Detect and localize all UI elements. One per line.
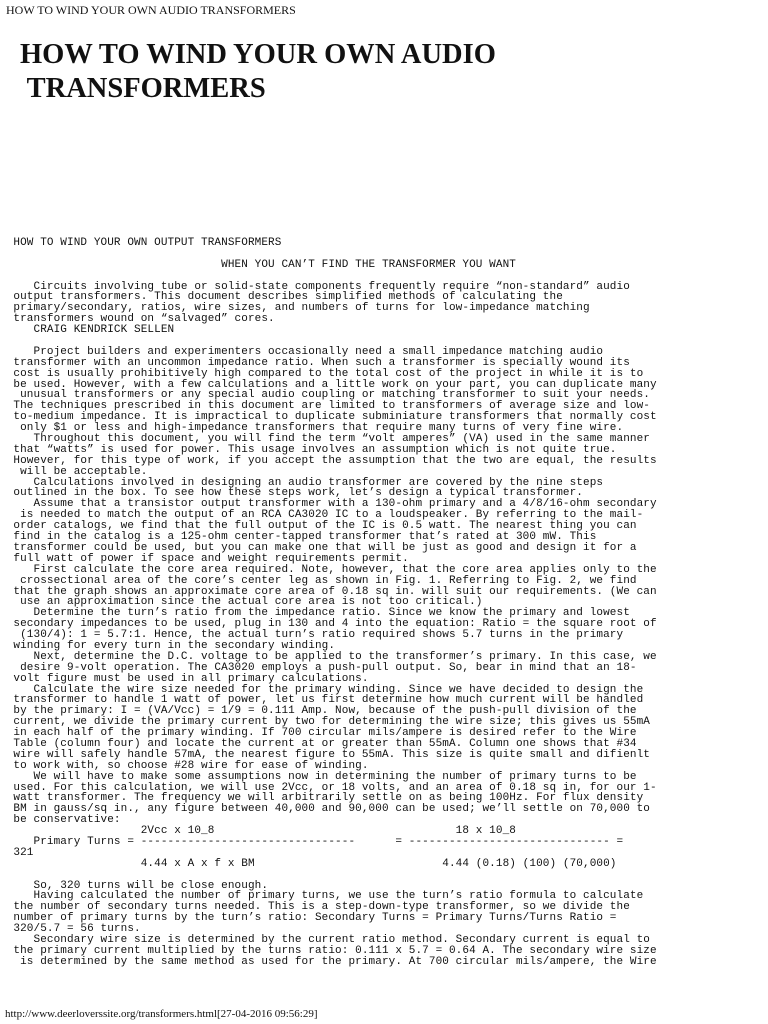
text-line: transformer could be used, but you can make one that will be just as good and design it for a xyxy=(0,541,637,554)
text-line: use an approximation since the actual core area is not too critical.) xyxy=(0,596,483,609)
text-line: outlined in the box. To see how these steps work, let’s design a typical transformer. xyxy=(0,487,583,500)
text-line: We will have to make some assumptions now in determining the number of primary turns to be xyxy=(0,770,637,783)
text-line: Next, determine the D.C. voltage to be applied to the transformer’s primary. In this case, we xyxy=(0,650,657,663)
text-line: WHEN YOU CAN’T FIND THE TRANSFORMER YOU WANT xyxy=(0,258,516,271)
text-line: Table (column four) and locate the current at or greater than 55mA. Column one shows that #34 xyxy=(0,737,637,750)
text-line: unusual transformers or any special audio coupling or matching transformer to suit your needs. xyxy=(0,389,651,402)
text-line: 2Vcc x 10_8 18 x 10_8 xyxy=(0,825,516,838)
text-line xyxy=(0,271,768,282)
text-line: 321 xyxy=(0,846,34,859)
text-line: only $1 or less and high-impedance transformers that require many turns of very fine wire. xyxy=(0,422,624,435)
text-line: transformer to handle 1 watt of power, let us first determine how much current will be handled xyxy=(0,694,644,707)
article-body xyxy=(0,238,768,968)
text-line: (130/4): 1 = 5.7:1. Hence, the actual turn’s ratio required shows 5.7 turns in the primary xyxy=(0,629,624,642)
text-line: Assume that a transistor output transformer with a 130-ohm primary and a 4/8/16-ohm secondary xyxy=(0,498,657,511)
text-line: So, 320 turns will be close enough. xyxy=(0,879,269,892)
text-line: volt figure must be used in all primary calculations. xyxy=(0,672,369,685)
text-line: output transformers. This document describes simplified methods of calculating the xyxy=(0,291,563,304)
text-line: that “watts” is used for power. This usage involves an assumption which is not quite true. xyxy=(0,443,617,456)
text-line: to work with, so choose #28 wire for ease of winding. xyxy=(0,759,369,772)
text-line: Calculations involved in designing an audio transformer are covered by the nine steps xyxy=(0,476,604,489)
text-line: 4.44 x A x f x BM 4.44 (0.18) (100) (70,000) xyxy=(0,857,617,870)
text-line: find in the catalog is a 125-ohm center-tapped transformer that’s rated at 300 mW. This xyxy=(0,531,597,544)
text-line: CRAIG KENDRICK SELLEN xyxy=(0,324,175,337)
title-line-2: TRANSFORMERS xyxy=(20,73,266,104)
text-line: primary/secondary, ratios, wire sizes, and numbers of turns for low-impedance matching xyxy=(0,302,590,315)
text-line: cost is usually prohibitively high compared to the total cost of the project in while it is to xyxy=(0,367,644,380)
text-line: full watt of power if space and weight requirements permit. xyxy=(0,552,409,565)
text-line: Having calculated the number of primary turns, we use the turn’s ratio formula to calculate xyxy=(0,890,644,903)
text-line: However, for this type of work, if you accept the assumption that the two are equal, the results xyxy=(0,454,657,467)
text-line: transformer with an uncommon impedance ratio. When such a transformer is specially wound its xyxy=(0,356,630,369)
page-footer-url: http://www.deerloverssite.org/transformers.html[27-04-2016 09:56:29] xyxy=(5,1008,318,1020)
text-line: desire 9-volt operation. The CA3020 employs a push-pull output. So, bear in mind that an 18- xyxy=(0,661,637,674)
text-line: transformers wound on “salvaged” cores. xyxy=(0,313,275,326)
text-line: used. For this calculation, we will use 2Vcc, or 18 volts, and an area of 0.18 sq in, for our 1- xyxy=(0,781,657,794)
text-line: the primary current multiplied by the turns ratio: 0.111 x 5.7 = 0.64 A. The secondary wire size xyxy=(0,944,657,957)
text-line: Determine the turn’s ratio from the impedance ratio. Since we know the primary and lowest xyxy=(0,607,630,620)
page-header: HOW TO WIND YOUR OWN AUDIO TRANSFORMERS xyxy=(6,3,296,17)
text-line: by the primary: I = (VA/Vcc) = 1/9 = 0.111 Amp. Now, because of the push-pull division of the xyxy=(0,705,637,718)
text-line: Circuits involving tube or solid-state components frequently require “non-standard” audio xyxy=(0,280,630,293)
text-line: to-medium impedance. It is impractical to duplicate subminiature transformers that normally cost xyxy=(0,411,657,424)
text-line: 320/5.7 = 56 turns. xyxy=(0,923,141,936)
text-line: be conservative: xyxy=(0,814,121,827)
text-line: Secondary wire size is determined by the current ratio method. Secondary current is equal to xyxy=(0,934,651,946)
text-line: BM in gauss/sq in., any figure between 40,000 and 90,000 can be used; we’ll settle on 70,000 to xyxy=(0,803,651,816)
text-line: HOW TO WIND YOUR OWN OUTPUT TRANSFORMERS xyxy=(0,237,282,249)
text-line: be used. However, with a few calculations and a little work on your part, you can duplicate many xyxy=(0,378,657,391)
text-line: the number of secondary turns needed. This is a step-down-type transformer, so we divide the xyxy=(0,901,630,914)
text-line: will be acceptable. xyxy=(0,465,148,478)
title-line-1: HOW TO WIND YOUR OWN AUDIO xyxy=(20,39,496,70)
text-line: First calculate the core area required. Note, however, that the core area applies only to the xyxy=(0,563,657,576)
text-line: in each half of the primary winding. If 700 circular mils/ampere is desired refer to the Wire xyxy=(0,727,637,740)
text-line: Calculate the wire size needed for the primary winding. Since we have decided to design the xyxy=(0,683,644,696)
text-line: Project builders and experimenters occasionally need a small impedance matching audio xyxy=(0,345,604,358)
text-line: Primary Turns = -------------------------------- = ------------------------------ = xyxy=(0,835,624,848)
text-line: order catalogs, we find that the full output of the IC is 0.5 watt. The nearest thing you can xyxy=(0,520,637,533)
text-line: wire will safely handle 57mA, the nearest figure to 55mA. This size is quite small and difienlt xyxy=(0,748,651,761)
text-line xyxy=(0,870,768,881)
text-line: winding for every turn in the secondary winding. xyxy=(0,639,336,652)
text-line: number of primary turns by the turn’s ratio: Secondary Turns = Primary Turns/Turns Ratio = xyxy=(0,912,617,925)
text-line: that the graph shows an approximate core area of 0.18 sq in. will suit our requirements. (We can xyxy=(0,585,657,598)
text-line: secondary impedances to be used, plug in 130 and 4 into the equation: Ratio = the square root of xyxy=(0,618,657,631)
text-line: crossectional area of the core’s center leg as shown in Fig. 1. Referring to Fig. 2, we find xyxy=(0,574,637,587)
text-line: is needed to match the output of an RCA CA3020 IC to a loudspeaker. By referring to the mail- xyxy=(0,509,644,522)
document-title xyxy=(20,38,496,106)
text-line: Throughout this document, you will find the term “volt amperes” (VA) used in the same manner xyxy=(0,433,651,446)
text-line: watt transformer. The frequency we will arbitrarily settle on as being 100Hz. For flux density xyxy=(0,792,644,805)
text-line: current, we divide the primary current by two for determining the wire size; this gives us 55mA xyxy=(0,716,651,729)
text-line: is determined by the same method as used for the primary. At 700 circular mils/ampere, the Wire xyxy=(0,955,657,968)
text-line: The techniques prescribed in this document are limited to transformers of average size and low- xyxy=(0,400,651,413)
